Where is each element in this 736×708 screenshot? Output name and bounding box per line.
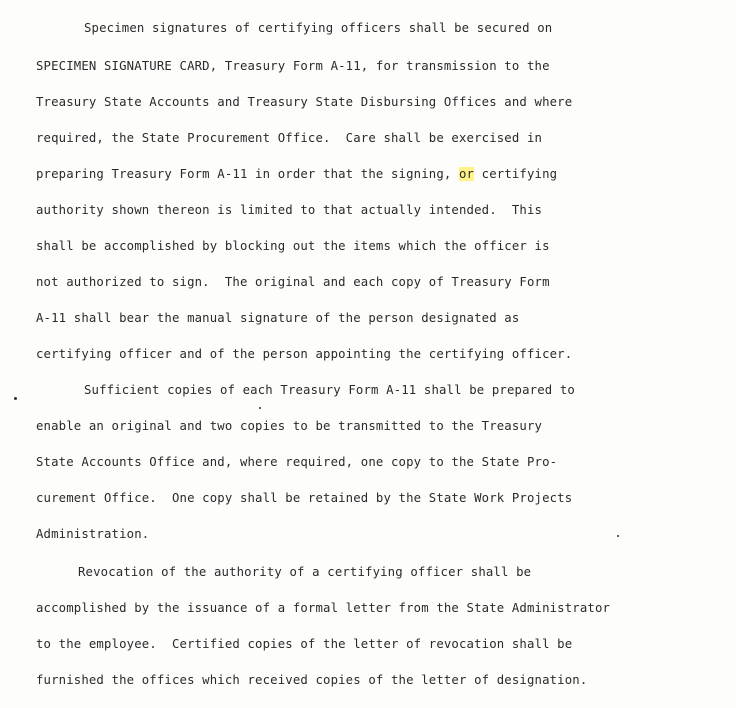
paragraph-3-line-2: accomplished by the issuance of a formal letter from the State Administrator: [36, 601, 611, 615]
scan-speck: [259, 407, 261, 409]
paragraph-2-line-2: enable an original and two copies to be transmitted to the Treasury: [36, 419, 543, 433]
scan-speck: [14, 397, 17, 400]
paragraph-1-line-1: Specimen signatures of certifying officers shall be secured on: [84, 21, 553, 35]
paragraph-3-line-1: Revocation of the authority of a certifying officer shall be: [78, 565, 532, 579]
paragraph-2-line-5: Administration.: [36, 527, 150, 541]
paragraph-2-line-4: curement Office. One copy shall be retained by the State Work Projects: [36, 491, 573, 505]
line-5-text-end: certifying: [474, 167, 558, 181]
paragraph-1-line-3: Treasury State Accounts and Treasury State Disbursing Offices and where: [36, 95, 573, 109]
scan-speck: [617, 535, 619, 537]
paragraph-1-line-7: shall be accomplished by blocking out the items which the officer is: [36, 239, 550, 253]
paragraph-1-line-6: authority shown thereon is limited to that actually intended. This: [36, 203, 543, 217]
paragraph-1-line-10: certifying officer and of the person appointing the certifying officer.: [36, 347, 573, 361]
paragraph-3-line-3: to the employee. Certified copies of the letter of revocation shall be: [36, 637, 573, 651]
paragraph-2-line-1: Sufficient copies of each Treasury Form A-11 shall be prepared to: [84, 383, 575, 397]
paragraph-1-line-5: [36, 165, 557, 183]
paragraph-2-line-3: State Accounts Office and, where required, one copy to the State Pro-: [36, 455, 558, 469]
paragraph-1-line-9: A-11 shall bear the manual signature of the person designated as: [36, 311, 520, 325]
paragraph-1-line-4: required, the State Procurement Office. Care shall be exercised in: [36, 131, 543, 145]
paragraph-3-line-4: furnished the offices which received copies of the letter of designation.: [36, 673, 588, 687]
paragraph-1-line-2: SPECIMEN SIGNATURE CARD, Treasury Form A-11, for transmission to the: [36, 59, 550, 73]
highlighted-word: or: [459, 167, 475, 181]
paragraph-1-line-8: not authorized to sign. The original and each copy of Treasury Form: [36, 275, 550, 289]
line-5-text-start: preparing Treasury Form A-11 in order that the signing,: [36, 167, 459, 181]
